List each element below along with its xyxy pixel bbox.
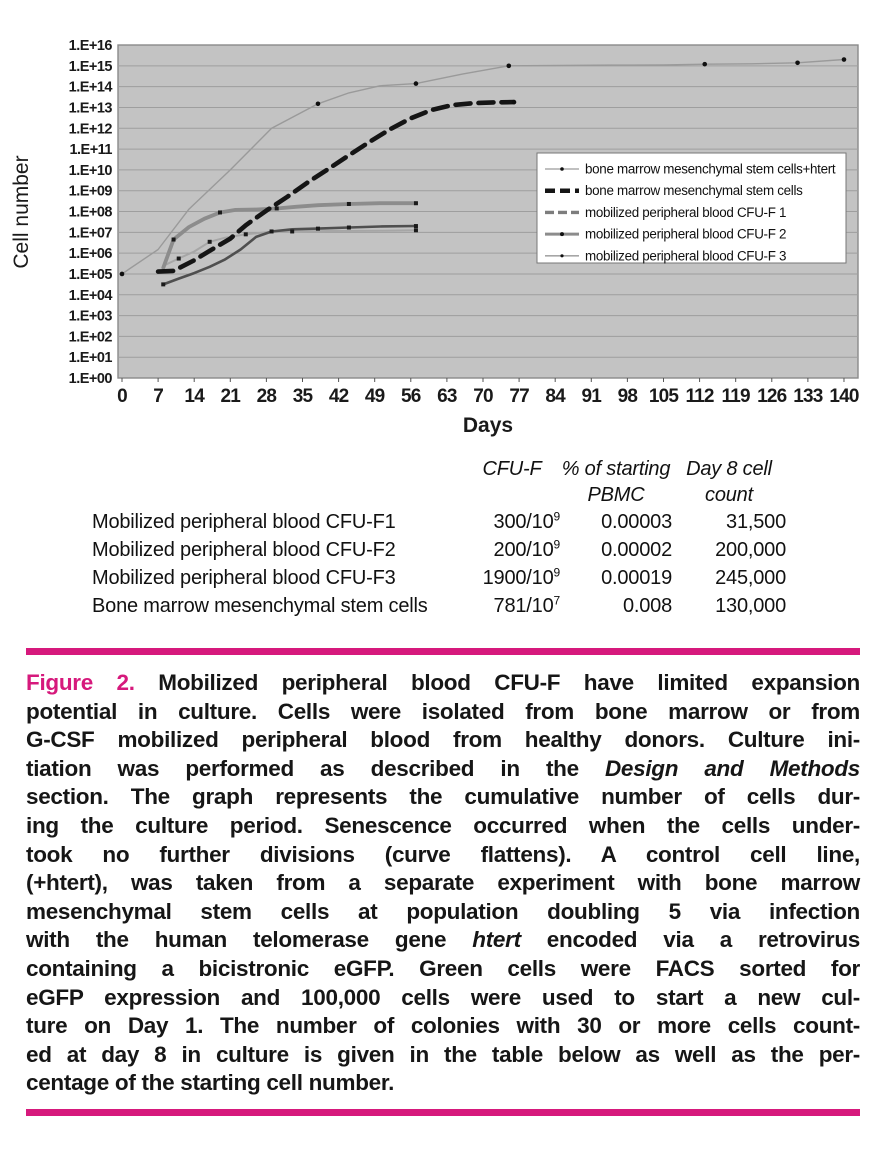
accent-rule-bottom xyxy=(26,1109,860,1116)
x-tick-label: 112 xyxy=(685,386,714,407)
table-header-cell: % of starting xyxy=(561,458,671,480)
legend-item-label: mobilized peripheral blood CFU-F 3 xyxy=(585,248,787,264)
caption-text: mesenchymal stem cells at population doubling 5 via infection xyxy=(26,898,860,924)
table-row-label: Mobilized peripheral blood CFU-F3 xyxy=(92,567,396,589)
table-cell-count: 31,500 xyxy=(726,511,786,533)
data-marker xyxy=(414,228,418,232)
y-tick-label: 1.E+00 xyxy=(68,371,112,387)
caption-line xyxy=(26,898,860,927)
legend-item-label: mobilized peripheral blood CFU-F 2 xyxy=(585,226,787,242)
y-tick-label: 1.E+06 xyxy=(68,246,112,263)
table-cell-pct: 0.00002 xyxy=(601,539,672,561)
table-cell-cfu: $1900/10^9$ xyxy=(482,565,560,589)
legend-item-label: bone marrow mesenchymal stem cells xyxy=(585,183,803,199)
caption-text: potential in culture. Cells were isolated from bone marrow or from xyxy=(26,698,860,724)
cfu-data-table xyxy=(92,456,890,620)
data-marker xyxy=(512,100,517,105)
caption-line xyxy=(26,1012,860,1041)
legend-item-label: mobilized peripheral blood CFU-F 1 xyxy=(585,204,787,220)
legend-item-label: bone marrow mesenchymal stem cells+htert xyxy=(585,161,836,177)
y-tick-label: 1.E+04 xyxy=(68,287,112,304)
caption-line xyxy=(26,698,860,727)
caption-line xyxy=(26,841,860,870)
exponent: 9 xyxy=(553,565,560,580)
caption-line xyxy=(26,955,860,984)
y-tick-label: 1.E+08 xyxy=(68,204,112,221)
data-marker xyxy=(506,64,511,69)
caption-text: ing the culture period. Senescence occurred when the cells under- xyxy=(26,812,860,838)
x-tick-label: 98 xyxy=(617,386,638,407)
y-tick-label: 1.E+03 xyxy=(68,308,112,325)
y-tick-label: 1.E+13 xyxy=(68,100,112,117)
data-marker xyxy=(702,62,707,67)
data-marker xyxy=(244,232,248,236)
caption-line xyxy=(26,783,860,812)
x-tick-label: 126 xyxy=(757,386,787,407)
data-marker xyxy=(316,101,321,106)
caption-text: Mobilized peripheral blood CFU-F have limited expansion xyxy=(134,670,860,695)
table-row-label: Mobilized peripheral blood CFU-F2 xyxy=(92,539,396,561)
table-cell-count: 200,000 xyxy=(715,539,786,561)
x-tick-label: 91 xyxy=(581,386,602,407)
data-marker xyxy=(842,57,847,62)
y-tick-label: 1.E+10 xyxy=(68,162,112,179)
caption-text: G-CSF mobilized peripheral blood from healthy donors. Culture ini- xyxy=(26,727,860,753)
x-tick-label: 7 xyxy=(153,386,163,407)
x-tick-label: 119 xyxy=(721,386,750,407)
table-row-label: Bone marrow mesenchymal stem cells xyxy=(92,595,428,617)
cell-growth-chart xyxy=(0,10,890,452)
caption-line xyxy=(26,812,860,841)
table-header-cell: CFU-F xyxy=(482,458,542,480)
exponent: 7 xyxy=(553,593,560,608)
caption-text: took no further divisions (curve flattens). A control cell line, xyxy=(26,841,860,867)
table-cell-pct: 0.008 xyxy=(622,595,672,617)
data-marker xyxy=(795,60,800,65)
table-header-cell xyxy=(92,482,464,508)
caption-line xyxy=(26,984,860,1013)
table-header-cell: PBMC xyxy=(587,484,645,506)
data-marker xyxy=(347,202,351,206)
data-marker xyxy=(414,224,418,228)
x-tick-label: 105 xyxy=(648,386,679,407)
table-header-cell: count xyxy=(705,484,753,506)
caption-line xyxy=(26,755,860,784)
x-tick-label: 77 xyxy=(509,386,529,407)
caption-text: with the human telomerase gene xyxy=(26,927,473,953)
y-tick-label: 1.E+12 xyxy=(68,121,112,138)
table-cell-pct: 0.00019 xyxy=(601,567,672,589)
caption-line xyxy=(26,1069,860,1098)
x-axis-title: Days xyxy=(462,414,514,437)
x-tick-label: 133 xyxy=(793,386,823,407)
x-tick-label: 0 xyxy=(117,386,127,407)
table-header-cell: Day 8 cell xyxy=(686,458,772,480)
data-marker xyxy=(208,240,212,244)
caption-text: (+htert), was taken from a separate experiment with bone marrow xyxy=(26,870,860,896)
legend-key-marker xyxy=(560,254,563,257)
table-cell-cfu: $300/10^9$ xyxy=(493,509,560,533)
table-cell-cfu: $200/10^9$ xyxy=(493,537,560,561)
caption-text: centage of the starting cell number. xyxy=(26,1070,395,1096)
figure-label: Figure 2. xyxy=(26,670,135,695)
y-tick-label: 1.E+02 xyxy=(68,329,112,346)
chart-canvas xyxy=(0,10,890,452)
x-tick-label: 21 xyxy=(220,386,241,407)
caption-line xyxy=(26,926,860,955)
y-tick-label: 1.E+11 xyxy=(69,142,112,159)
y-tick-label: 1.E+15 xyxy=(68,58,112,75)
data-marker xyxy=(414,81,419,86)
data-marker xyxy=(172,238,176,242)
y-tick-label: 1.E+14 xyxy=(68,79,112,96)
figure-2 xyxy=(0,10,890,1116)
figure-caption xyxy=(26,669,860,1098)
table-row-label: Mobilized peripheral blood CFU-F1 xyxy=(92,511,396,533)
caption-line xyxy=(26,869,860,898)
exponent: 9 xyxy=(553,537,560,552)
x-tick-label: 84 xyxy=(545,386,565,407)
data-marker xyxy=(275,206,279,210)
y-tick-label: 1.E+05 xyxy=(68,266,112,283)
table-header-cell xyxy=(92,456,464,482)
accent-rule-top xyxy=(26,648,860,655)
table-cell-count: 245,000 xyxy=(715,567,786,589)
table-cell-cfu: $781/10^7$ xyxy=(493,593,560,617)
data-marker xyxy=(290,229,294,233)
data-marker xyxy=(218,210,222,214)
data-marker xyxy=(414,201,418,205)
x-tick-label: 63 xyxy=(437,386,457,407)
data-marker xyxy=(347,226,351,230)
exponent: 9 xyxy=(553,509,560,524)
y-tick-label: 1.E+16 xyxy=(68,38,112,54)
caption-text: encoded via a retrovirus xyxy=(520,927,861,953)
x-tick-label: 70 xyxy=(473,386,493,407)
legend-key-marker xyxy=(560,232,564,236)
x-tick-label: 140 xyxy=(829,386,859,407)
table-header-cell xyxy=(464,482,560,508)
caption-text: tiation was performed as described in the xyxy=(26,755,605,781)
x-tick-label: 42 xyxy=(328,386,349,407)
caption-text: containing a bicistronic eGFP. Green cells were FACS sorted for xyxy=(26,955,860,981)
caption-line xyxy=(26,726,860,755)
legend-key-marker xyxy=(560,167,564,171)
data-marker xyxy=(270,229,274,233)
caption-text: section. The graph represents the cumulative number of cells dur- xyxy=(26,784,860,810)
caption-text: ed at day 8 in culture is given in the table below as well as the per- xyxy=(26,1041,860,1067)
table-cell-pct: 0.00003 xyxy=(601,511,672,533)
data-marker xyxy=(316,227,320,231)
caption-line xyxy=(26,669,860,698)
caption-text: eGFP expression and 100,000 cells were used to start a new cul- xyxy=(26,984,860,1010)
caption-italic-text: htert xyxy=(472,927,521,953)
x-tick-label: 49 xyxy=(364,386,385,407)
x-tick-label: 56 xyxy=(401,386,421,407)
x-tick-label: 35 xyxy=(292,386,313,407)
x-tick-label: 14 xyxy=(184,386,204,407)
caption-line xyxy=(26,1041,860,1070)
data-marker xyxy=(161,282,165,286)
table-cell-count: 130,000 xyxy=(715,595,786,617)
x-tick-label: 28 xyxy=(256,386,277,407)
caption-italic-text: Design and Methods xyxy=(604,755,860,781)
y-tick-label: 1.E+01 xyxy=(68,350,112,367)
y-axis-title: Cell number xyxy=(10,155,33,269)
data-marker xyxy=(177,257,181,261)
y-tick-label: 1.E+09 xyxy=(68,183,112,200)
data-marker xyxy=(120,272,125,277)
caption-text: ture on Day 1. The number of colonies with 30 or more cells count- xyxy=(26,1013,860,1039)
y-tick-label: 1.E+07 xyxy=(68,225,112,242)
